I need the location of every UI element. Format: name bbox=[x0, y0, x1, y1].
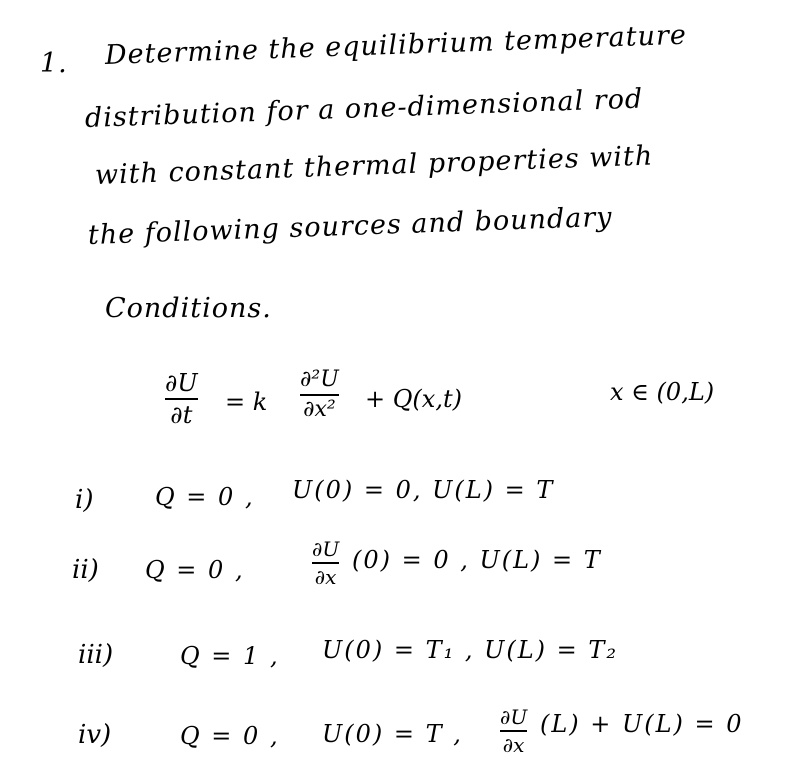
case-source-iv: Q = 0 , bbox=[180, 722, 280, 750]
problem-number: 1. bbox=[40, 48, 68, 79]
case-label-i: i) bbox=[75, 485, 94, 515]
case-conditions-iii: U(0) = T₁ , U(L) = T₂ bbox=[322, 636, 618, 664]
case-conditions-i: U(0) = 0, U(L) = T bbox=[292, 476, 555, 504]
case-source-i: Q = 0 , bbox=[155, 483, 255, 511]
pde-lhs-numerator: ∂U bbox=[165, 369, 198, 397]
case-derivative-iv-denominator: ∂x bbox=[502, 733, 525, 757]
pde-lhs-fraction bbox=[165, 370, 198, 429]
case-label-ii: ii) bbox=[72, 555, 99, 585]
pde-rhs-bar bbox=[300, 394, 339, 396]
problem-line-4: the following sources and boundary bbox=[87, 201, 613, 251]
case-derivative-ii-denominator: ∂x bbox=[314, 565, 337, 589]
case-conditions2-iv: (L) + U(L) = 0 bbox=[540, 710, 744, 738]
case-derivative-iv bbox=[500, 706, 527, 756]
case-label-iii: iii) bbox=[78, 640, 114, 670]
pde-rhs-fraction bbox=[300, 368, 339, 422]
case-label-iv: iv) bbox=[78, 720, 112, 750]
pde-source-term: + Q(x,t) bbox=[365, 385, 462, 413]
pde-equals-k: = k bbox=[225, 388, 268, 416]
pde-rhs-denominator: ∂x² bbox=[303, 397, 336, 423]
case-source-iii: Q = 1 , bbox=[180, 642, 280, 670]
problem-line-2: distribution for a one-dimensional rod bbox=[84, 83, 644, 134]
case-derivative-iv-bar bbox=[500, 730, 527, 732]
pde-rhs-numerator: ∂²U bbox=[300, 367, 339, 392]
problem-line-3: with constant thermal properties with bbox=[94, 140, 654, 191]
case-derivative-ii-numerator: ∂U bbox=[312, 537, 340, 561]
case-source-ii: Q = 0 , bbox=[145, 556, 245, 584]
case-derivative-iv-numerator: ∂U bbox=[500, 705, 528, 729]
problem-line-1: Determine the equilibrium temperature bbox=[104, 19, 688, 71]
case-conditions-ii: (0) = 0 , U(L) = T bbox=[352, 546, 602, 574]
problem-line-5: Conditions. bbox=[105, 293, 272, 324]
case-derivative-ii bbox=[312, 538, 339, 588]
case-conditions-iv: U(0) = T , bbox=[322, 720, 463, 748]
pde-domain: x ∈ (0,L) bbox=[610, 378, 715, 406]
case-derivative-ii-bar bbox=[312, 562, 339, 564]
pde-lhs-denominator: ∂t bbox=[170, 401, 193, 430]
pde-lhs-bar bbox=[165, 398, 198, 400]
